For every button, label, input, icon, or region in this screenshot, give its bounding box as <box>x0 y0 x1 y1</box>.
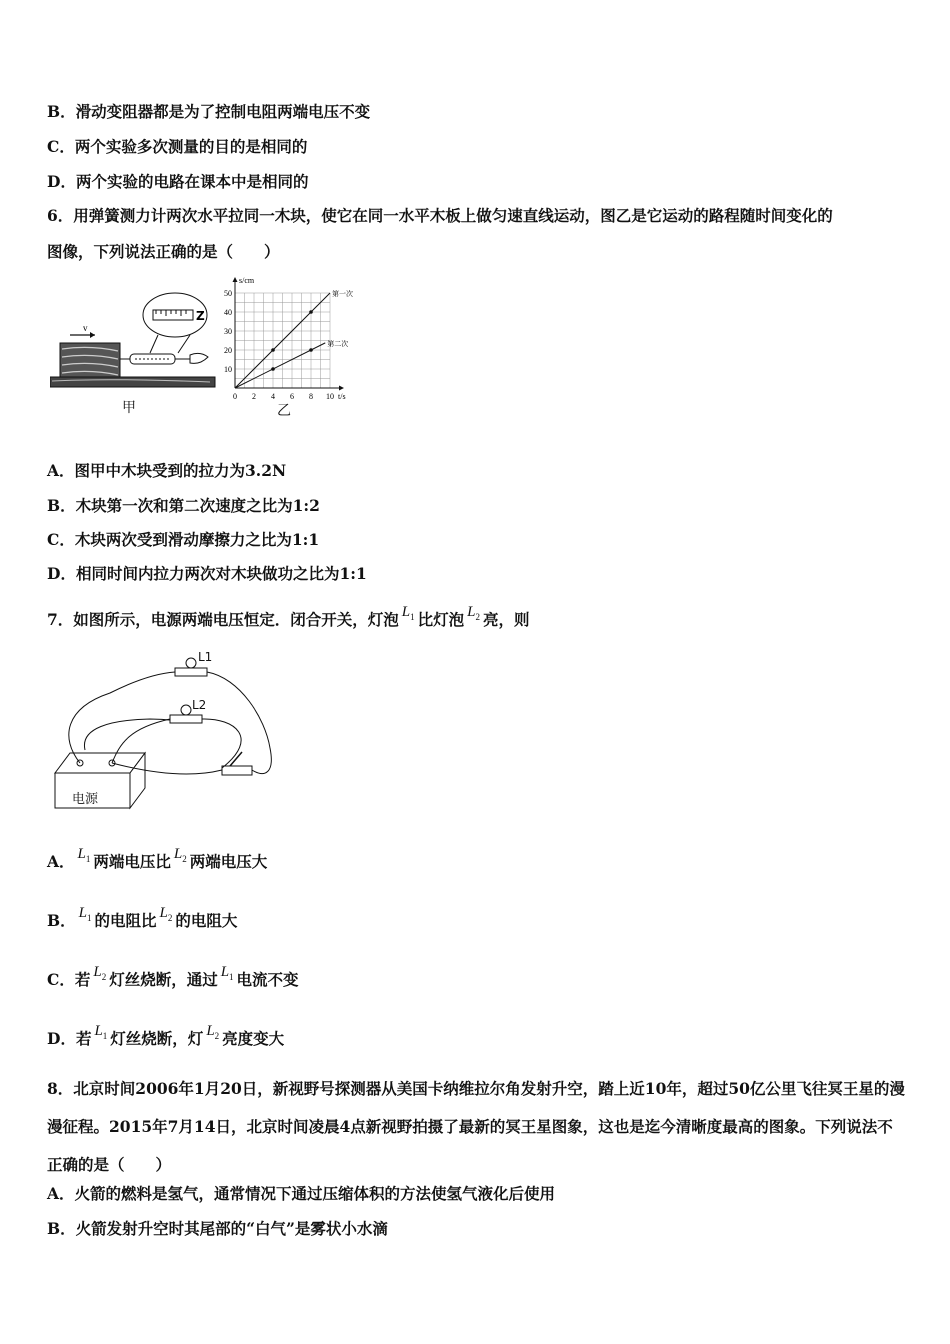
var-l2 <box>93 964 106 980</box>
q6-option-b: B．木块第一次和第二次速度之比为1:2 <box>47 496 320 515</box>
var-letter: L <box>220 964 230 980</box>
option-a-prefix: A． <box>47 852 75 871</box>
q7-option-d <box>47 1023 285 1050</box>
q8-option-a: A．火箭的燃料是氢气，通常情况下通过压缩体积的方法使氢气液化后使用 <box>47 1184 556 1203</box>
var-l1 <box>94 1023 107 1039</box>
figure-yi-label: 乙 <box>277 403 291 419</box>
var-sub: 1 <box>85 854 91 864</box>
var-sub: 2 <box>214 1031 220 1041</box>
option-b-mid: 的电阻比 <box>94 911 157 930</box>
var-sub: 1 <box>86 913 92 923</box>
q7-circuit-figure <box>50 648 290 818</box>
q6-option-d: D．相同时间内拉力两次对木块做功之比为1:1 <box>47 564 367 583</box>
q8-stem: 8．北京时间2006年1月20日，新视野号探测器从美国卡纳维拉尔角发射升空，踏上近10年，超过50亿公里飞往冥王星的漫漫征程。2015年7月14日，北京时间凌晨4点新视野拍摄了最新的冥王星图象，这也是迄今清晰度最高的图象。下列说法不正确的是（ ） <box>47 1079 905 1174</box>
q7-stem-pre: 7．如图所示，电源两端电压恒定．闭合开关，灯泡 <box>47 610 399 629</box>
q7-stem-mid: 比灯泡 <box>417 610 465 629</box>
q7-stem <box>47 604 530 631</box>
series-label: 第一次 <box>332 290 353 298</box>
var-l2 <box>467 604 480 620</box>
x-tick-label: 6 <box>290 392 294 401</box>
var-sub: 2 <box>167 913 173 923</box>
q6-option-a: A．图甲中木块受到的拉力为3.2N <box>47 461 287 480</box>
var-l2-sub: 2 <box>475 612 480 622</box>
option-b-prefix: B． <box>47 911 76 930</box>
option-d-prefix: D．若 <box>47 1029 92 1048</box>
option-b-post: 的电阻大 <box>175 911 238 930</box>
q5-option-b: B．滑动变阻器都是为了控制电阻两端电压不变 <box>47 102 371 121</box>
x-axis-label: t/s <box>338 392 346 401</box>
var-sub: 1 <box>229 972 234 982</box>
var-l1 <box>221 964 234 980</box>
q5-option-c: C．两个实验多次测量的目的是相同的 <box>47 137 308 156</box>
q5-option-d: D．两个实验的电路在课本中是相同的 <box>47 172 309 191</box>
data-point <box>309 348 313 352</box>
var-l1 <box>78 846 91 862</box>
y-axis-arrow <box>233 277 238 282</box>
circuit-l1-label: L1 <box>198 650 213 664</box>
var-letter: L <box>93 964 102 980</box>
data-point <box>309 310 313 314</box>
var-l1 <box>79 905 92 921</box>
option-a-post: 两端电压大 <box>189 852 268 871</box>
q6-figure-yi <box>222 270 362 420</box>
figure-jia-label: 甲 <box>122 400 136 416</box>
var-l1-letter: L <box>401 604 411 620</box>
x-tick-label: 10 <box>326 392 334 401</box>
x-tick-label: 0 <box>233 392 237 401</box>
x-tick-label: 2 <box>252 392 256 401</box>
option-a-mid: 两端电压比 <box>93 852 171 871</box>
svg-text:Z: Z <box>196 309 205 323</box>
q6-option-c: C．木块两次受到滑动摩擦力之比为1:1 <box>47 530 320 549</box>
y-tick-label: 10 <box>224 365 232 374</box>
option-c-post: 电流不变 <box>236 970 299 989</box>
x-tick-label: 8 <box>309 392 313 401</box>
x-tick-label: 4 <box>271 392 275 401</box>
y-tick-label: 30 <box>224 327 232 336</box>
var-l1 <box>402 604 415 620</box>
y-tick-label: 40 <box>224 308 232 317</box>
option-c-prefix: C．若 <box>47 970 91 989</box>
y-tick-label: 50 <box>224 289 232 298</box>
spring-scale-illustration <box>50 285 220 395</box>
data-point <box>271 367 275 371</box>
var-l2 <box>159 905 172 921</box>
var-letter: L <box>77 846 86 862</box>
circuit-source-label: 电源 <box>72 792 99 807</box>
var-letter: L <box>206 1023 215 1039</box>
s-t-chart <box>222 270 362 410</box>
data-point <box>271 348 275 352</box>
var-sub: 2 <box>101 972 107 982</box>
q7-option-c <box>47 964 299 991</box>
var-l2-letter: L <box>467 604 476 620</box>
circuit-l2-label: L2 <box>192 698 207 712</box>
var-sub: 2 <box>182 854 187 864</box>
var-l2 <box>206 1023 219 1039</box>
y-tick-label: 20 <box>224 346 232 355</box>
series-label: 第二次 <box>327 339 349 348</box>
y-axis-label: s/cm <box>239 276 255 285</box>
option-d-post: 亮度变大 <box>222 1029 285 1048</box>
x-axis-arrow <box>339 386 344 391</box>
var-l1-sub: 1 <box>410 612 415 622</box>
var-letter: L <box>159 905 168 921</box>
q7-stem-post: 亮，则 <box>483 610 530 629</box>
var-letter: L <box>78 905 87 921</box>
svg-text:v: v <box>83 323 88 333</box>
q6-figure-jia <box>50 285 220 416</box>
q7-option-a <box>47 846 268 873</box>
var-sub: 1 <box>102 1031 108 1041</box>
var-letter: L <box>94 1023 103 1039</box>
var-l2 <box>174 846 187 862</box>
q6-stem-line2: 图像，下列说法正确的是（ ） <box>47 242 280 261</box>
q8-option-b: B．火箭发射升空时其尾部的“白气”是雾状小水滴 <box>47 1219 388 1238</box>
var-letter: L <box>173 846 183 862</box>
q7-option-b <box>47 905 238 932</box>
q6-stem-line1: 6．用弹簧测力计两次水平拉同一木块，使它在同一水平木板上做匀速直线运动，图乙是它运动的路程随时间变化的 <box>47 206 833 225</box>
option-d-mid: 灯丝烧断，灯 <box>110 1029 204 1048</box>
option-c-mid: 灯丝烧断，通过 <box>109 970 218 989</box>
